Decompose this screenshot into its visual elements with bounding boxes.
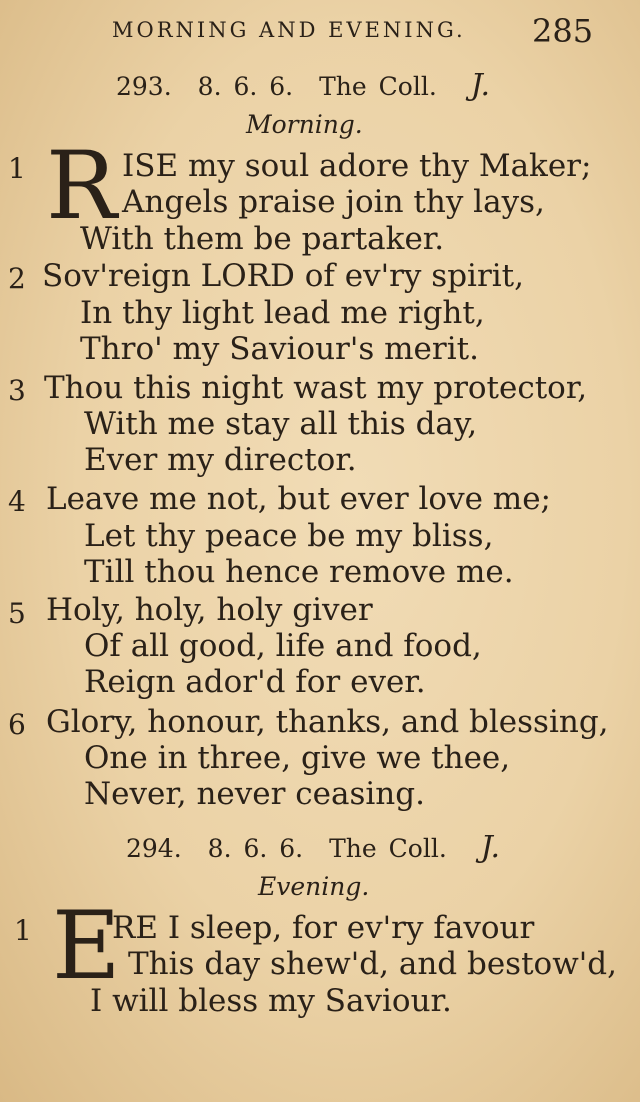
- hymn-meter: 8. 6. 6.: [197, 72, 294, 101]
- page-number: 285: [532, 12, 594, 50]
- hymn-heading: [116, 68, 490, 103]
- hymn-author: J.: [480, 830, 500, 865]
- hymn-line: ISE my soul adore thy Maker;: [122, 148, 592, 184]
- hymn-subtitle: Morning.: [246, 110, 363, 139]
- verse-number: 3: [8, 374, 26, 407]
- hymn-line: Let thy peace be my bliss,: [84, 518, 494, 554]
- verse-number: 1: [8, 152, 26, 185]
- hymn-line: Angels praise join thy lays,: [122, 184, 545, 220]
- hymn-line: Thou this night wast my protector,: [44, 370, 588, 406]
- hymn-author: J.: [470, 68, 490, 103]
- verse-number: 5: [8, 597, 26, 630]
- hymn-tune: The Coll.: [319, 72, 437, 101]
- verse-number: 1: [14, 914, 32, 947]
- hymn-meter: 8. 6. 6.: [207, 834, 304, 863]
- hymn-line: Ever my director.: [84, 442, 357, 478]
- hymn-heading: [126, 830, 500, 865]
- hymn-line: Of all good, life and food,: [84, 628, 482, 664]
- hymn-number: 294.: [126, 834, 182, 863]
- hymn-tune: The Coll.: [329, 834, 447, 863]
- hymn-line: Thro' my Saviour's merit.: [80, 331, 479, 367]
- hymn-line: Never, never ceasing.: [84, 776, 425, 812]
- hymn-line: Sov'reign LORD of ev'ry spirit,: [42, 258, 524, 294]
- drop-cap: R: [46, 132, 117, 241]
- hymn-line: With them be partaker.: [80, 221, 445, 257]
- hymn-line: Glory, honour, thanks, and blessing,: [46, 704, 609, 740]
- hymn-subtitle: Evening.: [258, 872, 370, 901]
- verse-number: 6: [8, 708, 26, 741]
- hymn-number: 293.: [116, 72, 172, 101]
- hymn-line: With me stay all this day,: [84, 406, 478, 442]
- hymn-line: In thy light lead me right,: [80, 295, 485, 331]
- hymn-line: Reign ador'd for ever.: [84, 664, 426, 700]
- hymn-line: I will bless my Saviour.: [90, 983, 452, 1019]
- hymn-line: Till thou hence remove me.: [84, 554, 514, 590]
- running-header: MORNING AND EVENING.: [112, 18, 466, 42]
- hymn-line: Leave me not, but ever love me;: [46, 481, 551, 517]
- drop-cap: E: [52, 892, 121, 1001]
- verse-number: 4: [8, 485, 26, 518]
- hymn-line: RE I sleep, for ev'ry favour: [112, 910, 535, 946]
- hymn-line: Holy, holy, holy giver: [46, 592, 373, 628]
- hymn-line: One in three, give we thee,: [84, 740, 511, 776]
- hymn-line: This day shew'd, and bestow'd,: [128, 946, 617, 982]
- verse-number: 2: [8, 262, 26, 295]
